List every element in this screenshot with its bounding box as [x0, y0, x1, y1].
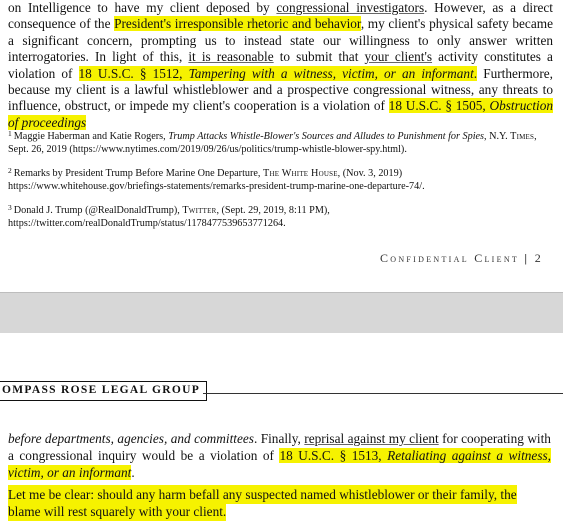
text-run: Furthermore, because my client is a lawful whistleblower and a prospective congressional witness, any threats to influence, obstruct, or impede my client's cooperation is a violation of [8, 65, 553, 114]
letter-body-paragraph: before departments, agencies, and committees. Finally, reprisal against my client for cooperating with a congressional inquiry would be a violation of 18 U.S.C. § 1513, Retaliating against a witness, victim, or an informant. [8, 431, 551, 480]
footnote-3: $^3$ Donald J. Trump (@RealDonaldTrump), Twitter, (Sept. 29, 2019, 8:11 PM), https://twitter.com/realDonaldTrump/status/1178477539653771264. [8, 203, 330, 229]
text-run: . [473, 65, 478, 81]
page-number: 2 [534, 251, 543, 265]
statute-citation-1512: 18 U.S.C. § 1512, [78, 65, 189, 81]
footnotes [8, 127, 551, 238]
header-rule [203, 393, 563, 394]
closing-warning-paragraph [8, 486, 551, 520]
statute-citation-1505: 18 U.S.C. § 1505, [388, 98, 490, 114]
statute-citation-1513: 18 U.S.C. § 1513, [279, 448, 388, 463]
highlighted-text: President's irresponsible rhetoric and behavior [114, 16, 361, 32]
firm-header: OMPASS ROSE LEGAL GROUP [0, 381, 207, 401]
underlined-text: your client's [364, 49, 433, 65]
highlighted-text: Let me be clear: should any harm befall any suspected named whistleblower or their family, the blame will rest squarely with your client. [8, 487, 517, 519]
footer-separator: | [524, 251, 530, 265]
text-run: activity constitutes a violation of [8, 49, 553, 81]
statute-title-1513: Retaliating against a witness, victim, or an informant [8, 448, 551, 480]
letter-body-paragraph [8, 0, 553, 131]
text-run: on Intelligence to have my client deposed by [8, 0, 277, 15]
underlined-text: it is reasonable [188, 49, 274, 65]
underlined-text: congressional investigators [276, 0, 425, 15]
statute-title-1512: Tampering with a witness, victim, or an informant [188, 65, 474, 81]
text-run: . However, as a direct consequence of the [8, 0, 553, 32]
page-gap [0, 292, 563, 334]
footnote-2: $^2$ Remarks by President Trump Before Marine One Departure, The White House, (Nov. 3, 2019) https://www.whitehouse.gov/briefings-statements/remarks-president-trump-marine-one-departure-74/. [8, 166, 425, 192]
text-run: to submit that [273, 49, 365, 65]
footnote-1: $^1$ Maggie Haberman and Katie Rogers, Trump Attacks Whistle-Blower's Sources and Alludes to Punishment for Spies, N.Y. Times, Sept. 26, 2019 (https://www.nytimes.com/2019/09/26/us/politics/trump-whistle-blower-spy.html). [8, 129, 537, 155]
document-page-3 [0, 333, 563, 530]
text-run: , my client's physical safety became a significant concern, prompting us to instead state our willingness to only answer written interrogatories. In light of this, [8, 16, 553, 65]
page-footer [380, 251, 543, 266]
statute-title-1505: Obstruction of proceedings [8, 98, 554, 130]
confidential-label: Confidential Client [379, 251, 520, 265]
